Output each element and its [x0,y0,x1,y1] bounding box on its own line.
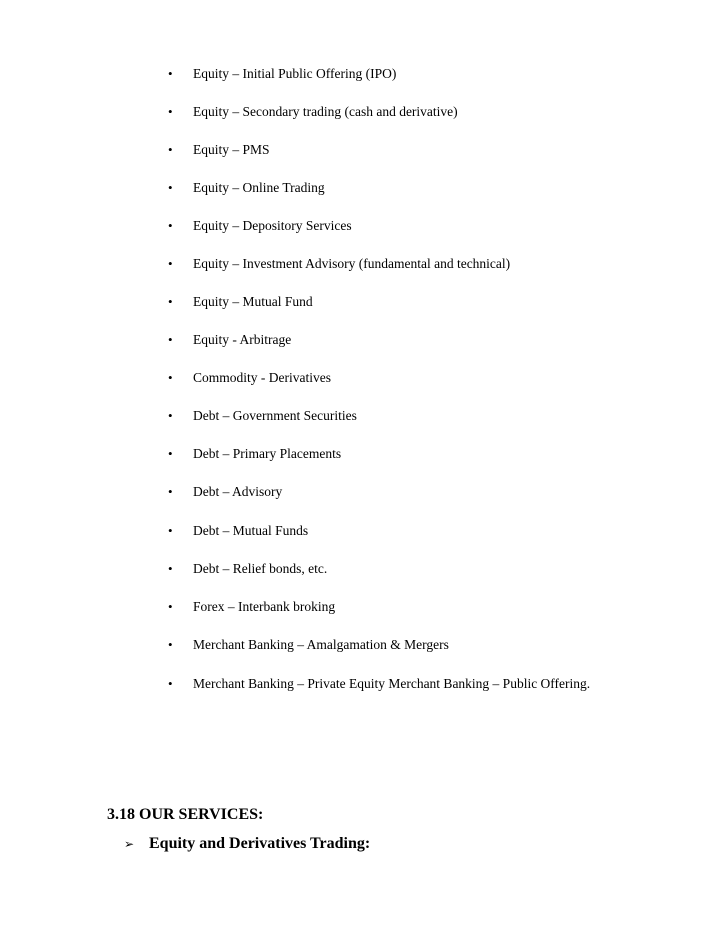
list-item [168,484,282,500]
bullet-icon: • [168,218,173,233]
bullet-icon: • [168,599,173,614]
list-item [168,256,510,272]
list-item-text: Merchant Banking – Private Equity Merchant Banking – Public Offering. [193,676,591,691]
list-item [168,408,357,424]
list-item [168,294,313,310]
arrow-bullet-icon: ➢ [124,837,135,851]
list-item-text: Equity – Investment Advisory (fundamental and technical) [193,256,511,271]
list-item [168,218,352,234]
sub-heading [124,834,370,854]
bullet-icon: • [168,370,173,385]
list-item-text: Debt – Advisory [193,484,283,499]
bullet-icon: • [168,142,173,157]
list-item [168,66,396,82]
bullet-icon: • [168,408,173,423]
bullet-icon: • [168,180,173,195]
bullet-icon: • [168,561,173,576]
bullet-icon: • [168,484,173,499]
list-item-text: Debt – Primary Placements [193,446,342,461]
list-item [168,446,341,462]
list-item-text: Equity – Online Trading [193,180,325,195]
list-item [168,561,327,577]
list-item [168,637,449,653]
bullet-icon: • [168,294,173,309]
list-item [168,332,291,348]
list-item-text: Debt – Mutual Funds [193,523,309,538]
list-item [168,523,308,539]
bullet-icon: • [168,446,173,461]
list-item [168,104,458,120]
bullet-icon: • [168,332,173,347]
list-item-text: Equity – Initial Public Offering (IPO) [193,66,397,81]
list-item-text: Equity – Depository Services [193,218,352,233]
list-item-text: Forex – Interbank broking [193,599,336,614]
list-item-text: Debt – Relief bonds, etc. [193,561,328,576]
bullet-icon: • [168,104,173,119]
list-item [168,142,270,158]
list-item [168,676,590,692]
list-item-text: Commodity - Derivatives [193,370,331,385]
list-item [168,180,325,196]
section-heading: 3.18 OUR SERVICES: [107,806,264,823]
list-item-text: Debt – Government Securities [193,408,357,423]
list-item-text: Equity – PMS [193,142,270,157]
list-item-text: Equity - Arbitrage [193,332,292,347]
bullet-icon: • [168,676,173,691]
list-item-text: Equity – Secondary trading (cash and derivative) [193,104,458,119]
list-item-text: Equity – Mutual Fund [193,294,313,309]
sub-heading-text: Equity and Derivatives Trading: [149,835,371,852]
list-item [168,599,335,615]
list-item-text: Merchant Banking – Amalgamation & Mergers [193,637,449,652]
bullet-icon: • [168,256,173,271]
bullet-icon: • [168,637,173,652]
list-item [168,370,331,386]
bullet-icon: • [168,66,173,81]
bullet-icon: • [168,523,173,538]
